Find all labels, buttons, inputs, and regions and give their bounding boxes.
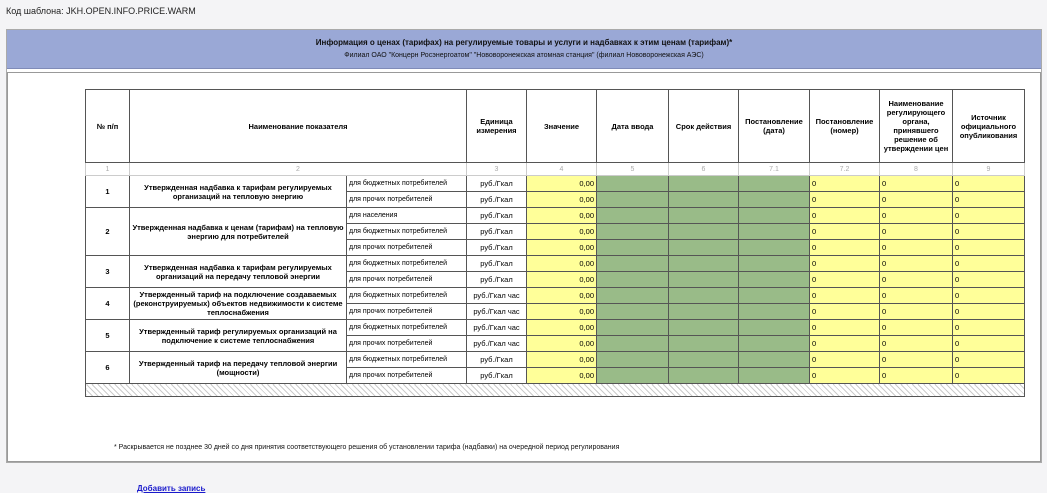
validity-input[interactable] [669,224,739,240]
table-row [86,256,1025,272]
value-input[interactable]: 0,00 [527,336,597,352]
date-input[interactable] [597,256,669,272]
resolution-number-input[interactable]: 0 [810,240,880,256]
value-input[interactable]: 0,00 [527,240,597,256]
indicator-name: Утвержденная надбавка к тарифам регулируемых организаций на передачу тепловой энергии [130,256,347,288]
date-input[interactable] [597,208,669,224]
indicator-name: Утвержденный тариф регулируемых организаций на подключение к системе теплоснабжения [130,320,347,352]
resolution-number-input[interactable]: 0 [810,176,880,192]
resolution-date-input[interactable] [739,352,810,368]
date-input[interactable] [597,288,669,304]
column-number: 8 [880,163,953,176]
source-input[interactable]: 0 [953,336,1025,352]
consumer-group: для прочих потребителей [347,336,467,352]
source-input[interactable]: 0 [953,192,1025,208]
column-number: 4 [527,163,597,176]
consumer-group: для бюджетных потребителей [347,352,467,368]
column-header: Наименование показателя [130,90,467,163]
row-number: 4 [86,288,130,320]
date-input[interactable] [597,336,669,352]
value-input[interactable]: 0,00 [527,208,597,224]
source-input[interactable]: 0 [953,352,1025,368]
consumer-group: для прочих потребителей [347,240,467,256]
column-header: Срок действия [669,90,739,163]
source-input[interactable]: 0 [953,320,1025,336]
column-header: Постановление (дата) [739,90,810,163]
regulator-input[interactable]: 0 [880,320,953,336]
resolution-number-input[interactable]: 0 [810,368,880,384]
column-header: Значение [527,90,597,163]
resolution-number-input[interactable]: 0 [810,256,880,272]
unit-cell: руб./Гкал час [467,320,527,336]
template-code: Код шаблона: JKH.OPEN.INFO.PRICE.WARM [6,6,196,16]
regulator-input[interactable]: 0 [880,240,953,256]
report-header [7,30,1041,69]
resolution-date-input[interactable] [739,256,810,272]
validity-input[interactable] [669,336,739,352]
consumer-group: для прочих потребителей [347,368,467,384]
value-input[interactable]: 0,00 [527,368,597,384]
unit-cell: руб./Гкал [467,368,527,384]
date-input[interactable] [597,304,669,320]
source-input[interactable]: 0 [953,256,1025,272]
resolution-date-input[interactable] [739,240,810,256]
source-input[interactable]: 0 [953,176,1025,192]
resolution-number-input[interactable]: 0 [810,224,880,240]
unit-cell: руб./Гкал [467,176,527,192]
validity-input[interactable] [669,208,739,224]
consumer-group: для прочих потребителей [347,304,467,320]
resolution-date-input[interactable] [739,288,810,304]
value-input[interactable]: 0,00 [527,272,597,288]
row-number: 1 [86,176,130,208]
column-number: 2 [130,163,467,176]
table-row [86,320,1025,336]
validity-input[interactable] [669,352,739,368]
row-number: 5 [86,320,130,352]
indicator-name: Утвержденная надбавка к ценам (тарифам) на тепловую энергию для потребителей [130,208,347,256]
unit-cell: руб./Гкал [467,352,527,368]
report-title: Информация о ценах (тарифах) на регулируемые товары и услуги и надбавках к этим ценам (тарифам)* [315,38,733,47]
date-input[interactable] [597,352,669,368]
consumer-group: для бюджетных потребителей [347,288,467,304]
indicator-name: Утвержденный тариф на подключение создаваемых (реконструируемых) объектов недвижимости к системе теплоснабжения [130,288,347,320]
source-input[interactable]: 0 [953,208,1025,224]
consumer-group: для населения [347,208,467,224]
column-header: Наименование регулирующего органа, принявшего решение об утверждении цен [880,90,953,163]
value-input[interactable]: 0,00 [527,256,597,272]
regulator-input[interactable]: 0 [880,272,953,288]
resolution-date-input[interactable] [739,368,810,384]
table-row [86,208,1025,224]
resolution-number-input[interactable]: 0 [810,288,880,304]
resolution-date-input[interactable] [739,304,810,320]
regulator-input[interactable]: 0 [880,304,953,320]
unit-cell: руб./Гкал [467,256,527,272]
validity-input[interactable] [669,192,739,208]
column-number: 3 [467,163,527,176]
table-row [86,288,1025,304]
table-container [7,72,1041,493]
source-input[interactable]: 0 [953,240,1025,256]
resolution-date-input[interactable] [739,224,810,240]
column-header: Дата ввода [597,90,669,163]
add-record-link[interactable]: Добавить запись [137,484,206,493]
value-input[interactable]: 0,00 [527,304,597,320]
source-input[interactable]: 0 [953,368,1025,384]
resolution-number-input[interactable]: 0 [810,320,880,336]
regulator-input[interactable]: 0 [880,256,953,272]
resolution-number-input[interactable]: 0 [810,272,880,288]
regulator-input[interactable]: 0 [880,336,953,352]
regulator-input[interactable]: 0 [880,208,953,224]
report-frame [6,29,1042,493]
value-input[interactable]: 0,00 [527,288,597,304]
tariff-table [85,89,1025,397]
unit-cell: руб./Гкал [467,240,527,256]
consumer-group: для бюджетных потребителей [347,224,467,240]
column-number: 6 [669,163,739,176]
consumer-group: для прочих потребителей [347,192,467,208]
resolution-date-input[interactable] [739,208,810,224]
column-number-row [86,163,1025,176]
value-input[interactable]: 0,00 [527,176,597,192]
column-number: 7.2 [810,163,880,176]
resolution-date-input[interactable] [739,176,810,192]
date-input[interactable] [597,368,669,384]
date-input[interactable] [597,272,669,288]
add-record-row [86,384,1025,397]
validity-input[interactable] [669,240,739,256]
value-input[interactable]: 0,00 [527,224,597,240]
validity-input[interactable] [669,304,739,320]
regulator-input[interactable]: 0 [880,192,953,208]
consumer-group: для бюджетных потребителей [347,320,467,336]
regulator-input[interactable]: 0 [880,224,953,240]
indicator-name: Утвержденный тариф на передачу тепловой энергии (мощности) [130,352,347,384]
date-input[interactable] [597,240,669,256]
resolution-number-input[interactable]: 0 [810,352,880,368]
date-input[interactable] [597,224,669,240]
resolution-number-input[interactable]: 0 [810,192,880,208]
value-input[interactable]: 0,00 [527,192,597,208]
indicator-name: Утвержденная надбавка к тарифам регулируемых организаций на тепловую энергию [130,176,347,208]
column-header: Источник официального опубликования [953,90,1025,163]
unit-cell: руб./Гкал [467,208,527,224]
resolution-number-input[interactable]: 0 [810,208,880,224]
consumer-group: для бюджетных потребителей [347,176,467,192]
regulator-input[interactable]: 0 [880,288,953,304]
table-row [86,176,1025,192]
column-header: Единица измерения [467,90,527,163]
column-number: 9 [953,163,1025,176]
consumer-group: для бюджетных потребителей [347,256,467,272]
column-number: 1 [86,163,130,176]
validity-input[interactable] [669,320,739,336]
resolution-date-input[interactable] [739,320,810,336]
validity-input[interactable] [669,368,739,384]
unit-cell: руб./Гкал [467,224,527,240]
row-number: 6 [86,352,130,384]
report-subtitle: Филиал ОАО "Концерн Росэнергоатом" "Нововоронежская атомная станция" (филиал Нововоронежская АЭС) [344,52,704,59]
table-row [86,352,1025,368]
resolution-number-input[interactable]: 0 [810,304,880,320]
regulator-input[interactable]: 0 [880,176,953,192]
regulator-input[interactable]: 0 [880,368,953,384]
column-header: Постановление (номер) [810,90,880,163]
date-input[interactable] [597,320,669,336]
source-input[interactable]: 0 [953,304,1025,320]
row-number: 3 [86,256,130,288]
resolution-date-input[interactable] [739,272,810,288]
validity-input[interactable] [669,288,739,304]
validity-input[interactable] [669,256,739,272]
resolution-date-input[interactable] [739,336,810,352]
value-input[interactable]: 0,00 [527,352,597,368]
validity-input[interactable] [669,176,739,192]
header-row [86,90,1025,163]
source-input[interactable]: 0 [953,272,1025,288]
unit-cell: руб./Гкал [467,272,527,288]
unit-cell: руб./Гкал [467,192,527,208]
resolution-number-input[interactable]: 0 [810,336,880,352]
hatched-cell [86,384,1025,397]
source-input[interactable]: 0 [953,288,1025,304]
unit-cell: руб./Гкал час [467,304,527,320]
unit-cell: руб./Гкал час [467,336,527,352]
column-header: № п/п [86,90,130,163]
consumer-group: для прочих потребителей [347,272,467,288]
value-input[interactable]: 0,00 [527,320,597,336]
date-input[interactable] [597,176,669,192]
date-input[interactable] [597,192,669,208]
unit-cell: руб./Гкал час [467,288,527,304]
footnote: * Раскрывается не позднее 30 дней со дня принятия соответствующего решения об установлении тарифа (надбавки) на очередной период регулирования [114,444,620,451]
column-number: 7.1 [739,163,810,176]
column-number: 5 [597,163,669,176]
regulator-input[interactable]: 0 [880,352,953,368]
row-number: 2 [86,208,130,256]
resolution-date-input[interactable] [739,192,810,208]
source-input[interactable]: 0 [953,224,1025,240]
validity-input[interactable] [669,272,739,288]
